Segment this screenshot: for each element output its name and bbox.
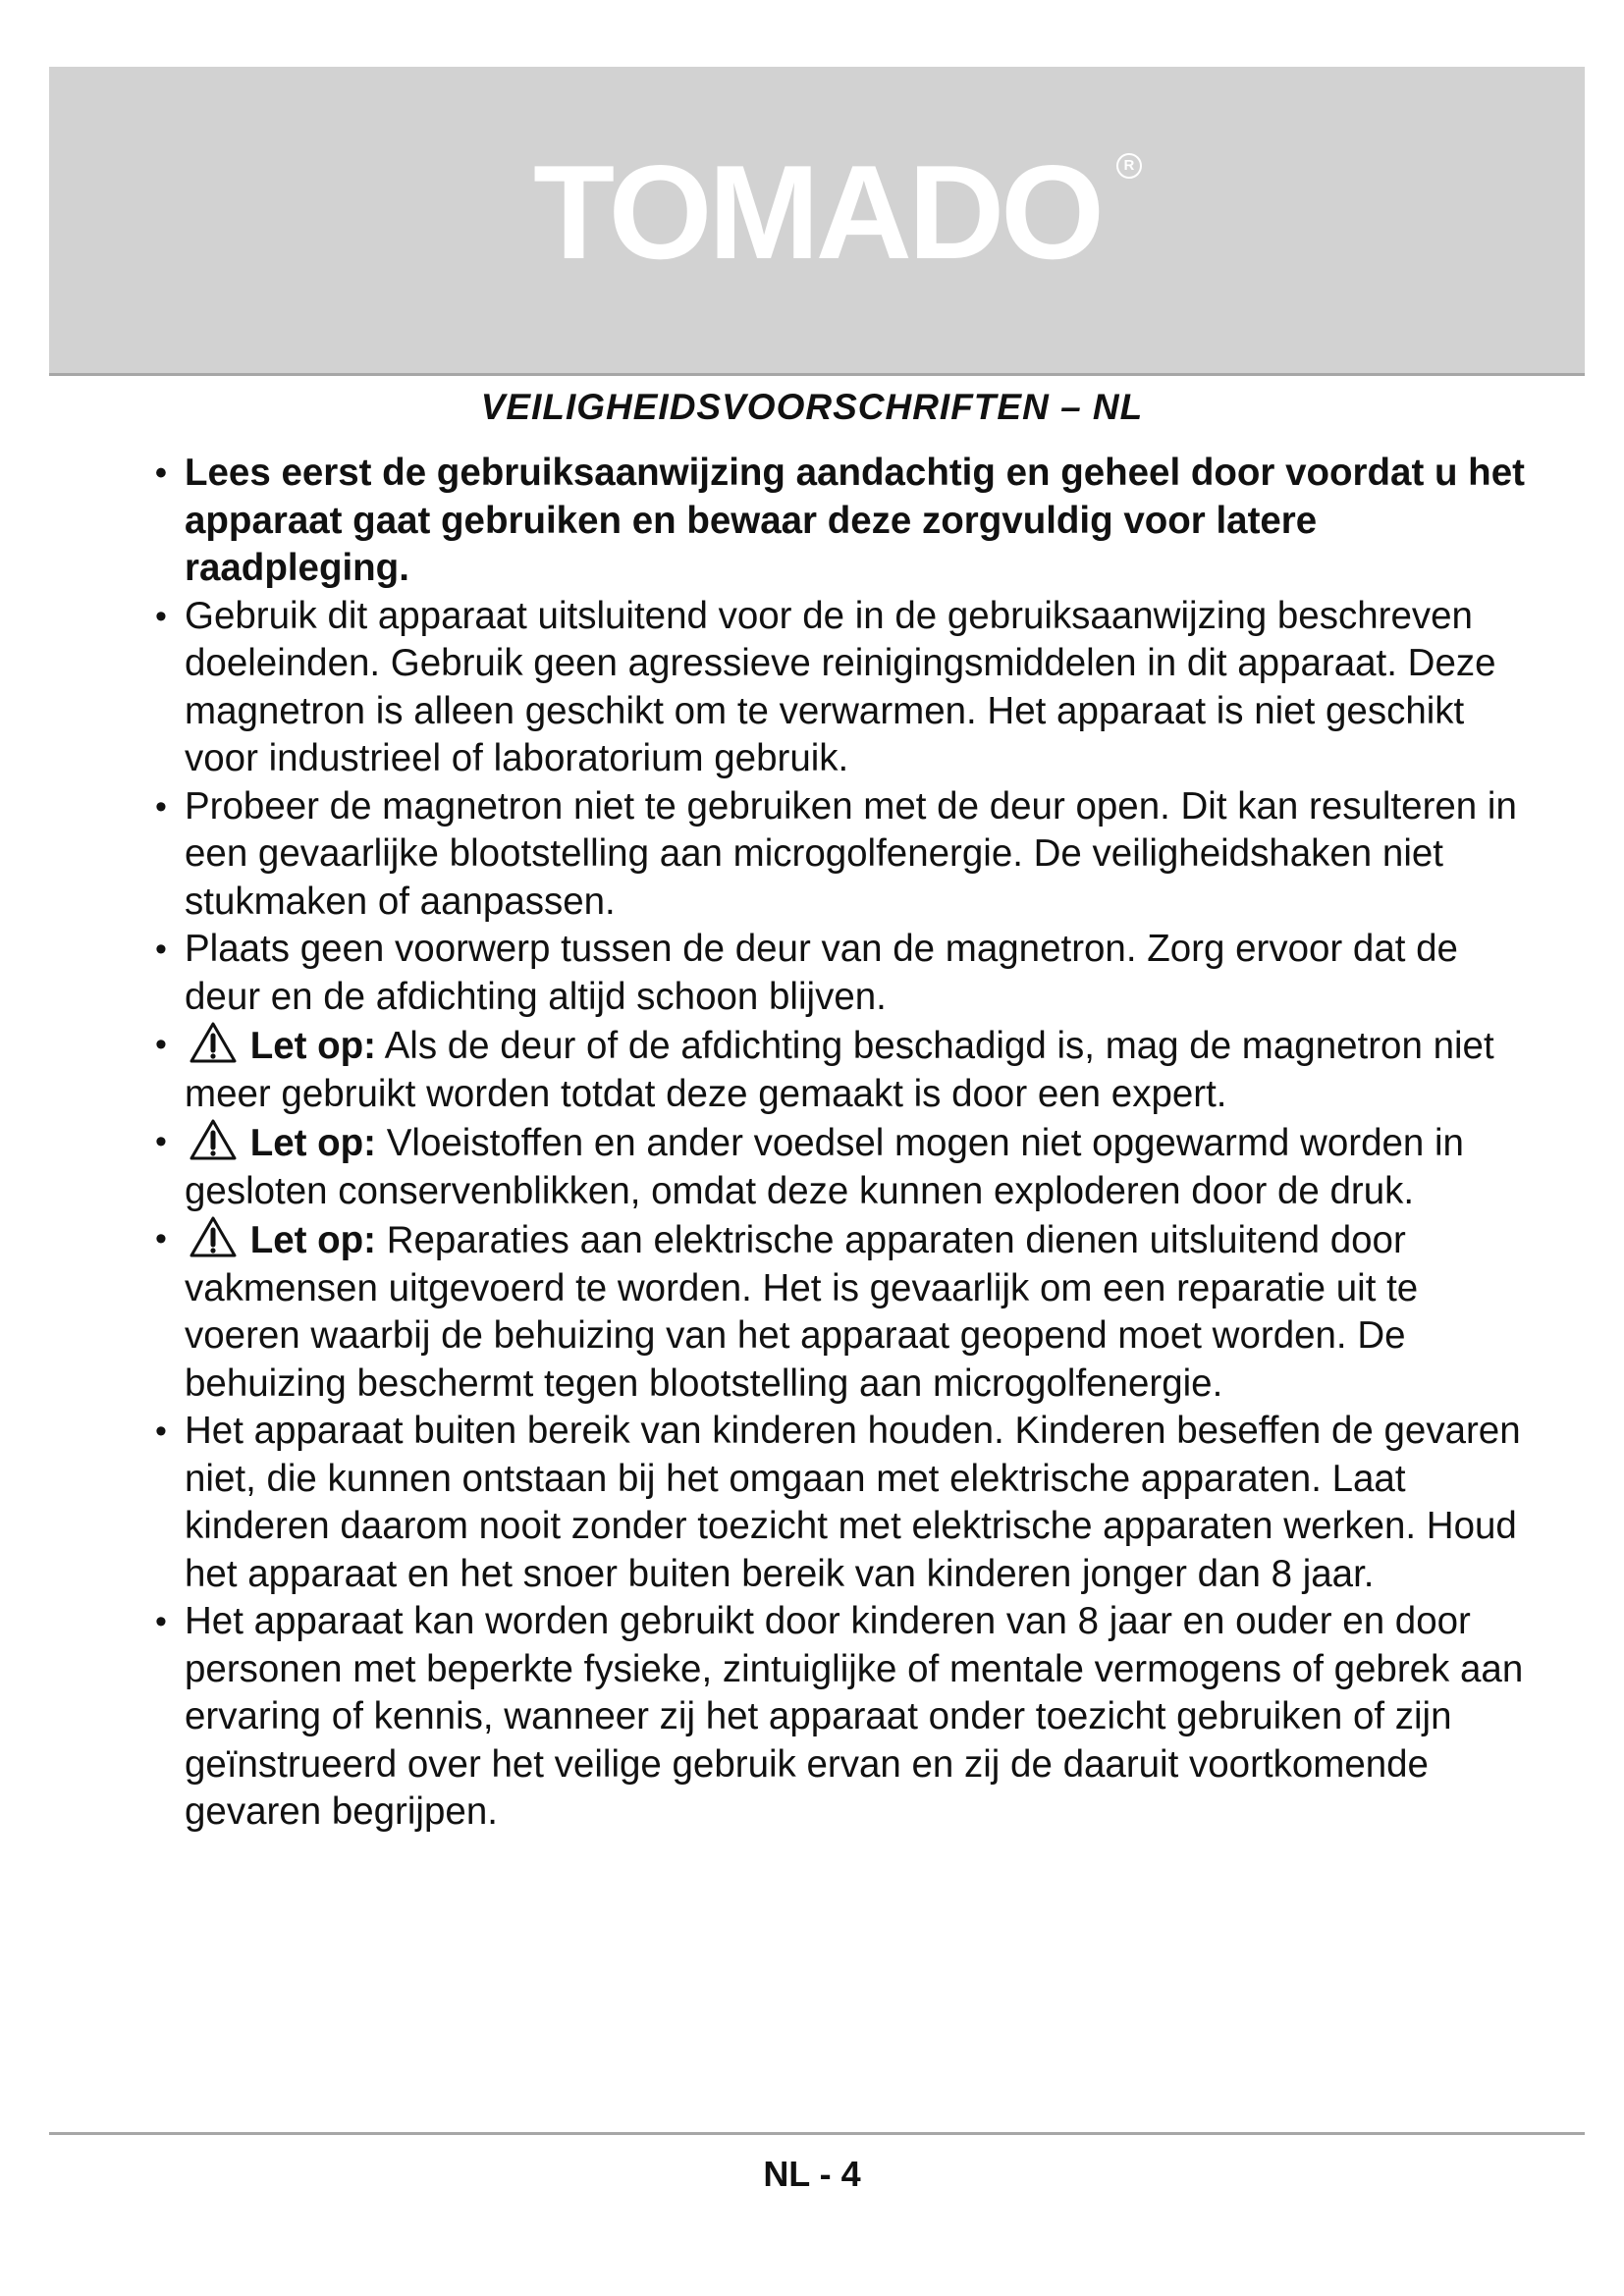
list-item-warning	[155, 1118, 1530, 1215]
bullet-icon: •	[155, 1413, 167, 1450]
page-number: NL - 4	[763, 2154, 861, 2194]
list-item	[155, 783, 1530, 927]
warning-triangle-icon	[189, 1118, 238, 1161]
item-text: Het apparaat buiten bereik van kinderen houden. Kinderen beseffen de gevaren niet, die kunnen ontstaan bij het omgaan met elektrische apparaten. Laat kinderen daarom nooit zonder toezicht met elektrische apparaten werken. Houd het apparaat en het snoer buiten bereik van kinderen jonger dan 8 jaar.	[185, 1410, 1521, 1595]
bullet-icon: •	[155, 454, 167, 492]
registered-mark: R	[1116, 153, 1142, 179]
bullet-icon: •	[155, 1220, 167, 1257]
header-banner	[49, 67, 1585, 376]
item-text: Lees eerst de gebruiksaanwijzing aandachtig en geheel door voordat u het apparaat gaat gebruiken en bewaar deze zorgvuldig voor latere raadpleging.	[185, 452, 1525, 589]
bullet-icon: •	[155, 1026, 167, 1063]
item-text: Het apparaat kan worden gebruikt door kinderen van 8 jaar en ouder en door personen met beperkte fysieke, zintuiglijke of mentale vermogens of gebrek aan ervaring of kennis, wanneer zij het apparaat onder toezicht gebruiken of zijn geïnstrueerd over het veilige gebruik ervan en zij de daaruit voortkomende gevaren begrijpen.	[185, 1600, 1524, 1833]
item-text: Plaats geen voorwerp tussen de deur van de magnetron. Zorg ervoor dat de deur en de afdichting altijd schoon blijven.	[185, 928, 1458, 1018]
list-item-warning	[155, 1021, 1530, 1118]
list-item	[155, 593, 1530, 783]
section-title: VEILIGHEIDSVOORSCHRIFTEN – NL	[480, 387, 1144, 427]
item-text: Als de deur of de afdichting beschadigd is, mag de magnetron niet meer gebruikt worden totdat deze gemaakt is door een expert.	[185, 1025, 1494, 1115]
item-text: Reparaties aan elektrische apparaten dienen uitsluitend door vakmensen uitgevoerd te worden. Het is gevaarlijk om een reparatie uit te voeren waarbij de behuizing van het apparaat geopend moet worden. De behuizing beschermt tegen blootstelling aan microgolfenergie.	[185, 1219, 1419, 1405]
logo-text: TOMADO	[533, 137, 1101, 287]
item-text: Gebruik dit apparaat uitsluitend voor de in de gebruiksaanwijzing beschreven doeleinden. Gebruik geen agressieve reinigingsmiddelen in dit apparaat. Deze magnetron is alleen geschikt om te verwarmen. Het apparaat is niet geschikt voor industrieel of laboratorium gebruik.	[185, 594, 1496, 779]
list-item	[155, 926, 1530, 1021]
item-text: Probeer de magnetron niet te gebruiken met de deur open. Dit kan resulteren in een gevaarlijke blootstelling aan microgolfenergie. De veiligheidshaken niet stukmaken of aanpassen.	[185, 784, 1517, 923]
list-item	[155, 450, 1530, 593]
warning-label: Let op:	[249, 1219, 377, 1261]
warning-triangle-icon	[189, 1215, 238, 1258]
brand-logo	[533, 137, 1135, 287]
bullet-icon: •	[155, 597, 167, 635]
list-item	[155, 1598, 1530, 1837]
warning-triangle-icon	[189, 1021, 238, 1064]
footer-divider	[49, 2132, 1585, 2135]
item-text: Vloeistoffen en ander voedsel mogen niet opgewarmd worden in gesloten conservenblikken, omdat deze kunnen exploderen door de druk.	[185, 1122, 1464, 1212]
warning-label: Let op:	[249, 1122, 377, 1164]
warning-label: Let op:	[249, 1025, 377, 1067]
list-item-warning	[155, 1215, 1530, 1408]
bullet-icon: •	[155, 1603, 167, 1640]
safety-instructions-list	[155, 450, 1530, 1837]
bullet-icon: •	[155, 1123, 167, 1160]
bullet-icon: •	[155, 931, 167, 968]
list-item	[155, 1408, 1530, 1598]
bullet-icon: •	[155, 787, 167, 826]
